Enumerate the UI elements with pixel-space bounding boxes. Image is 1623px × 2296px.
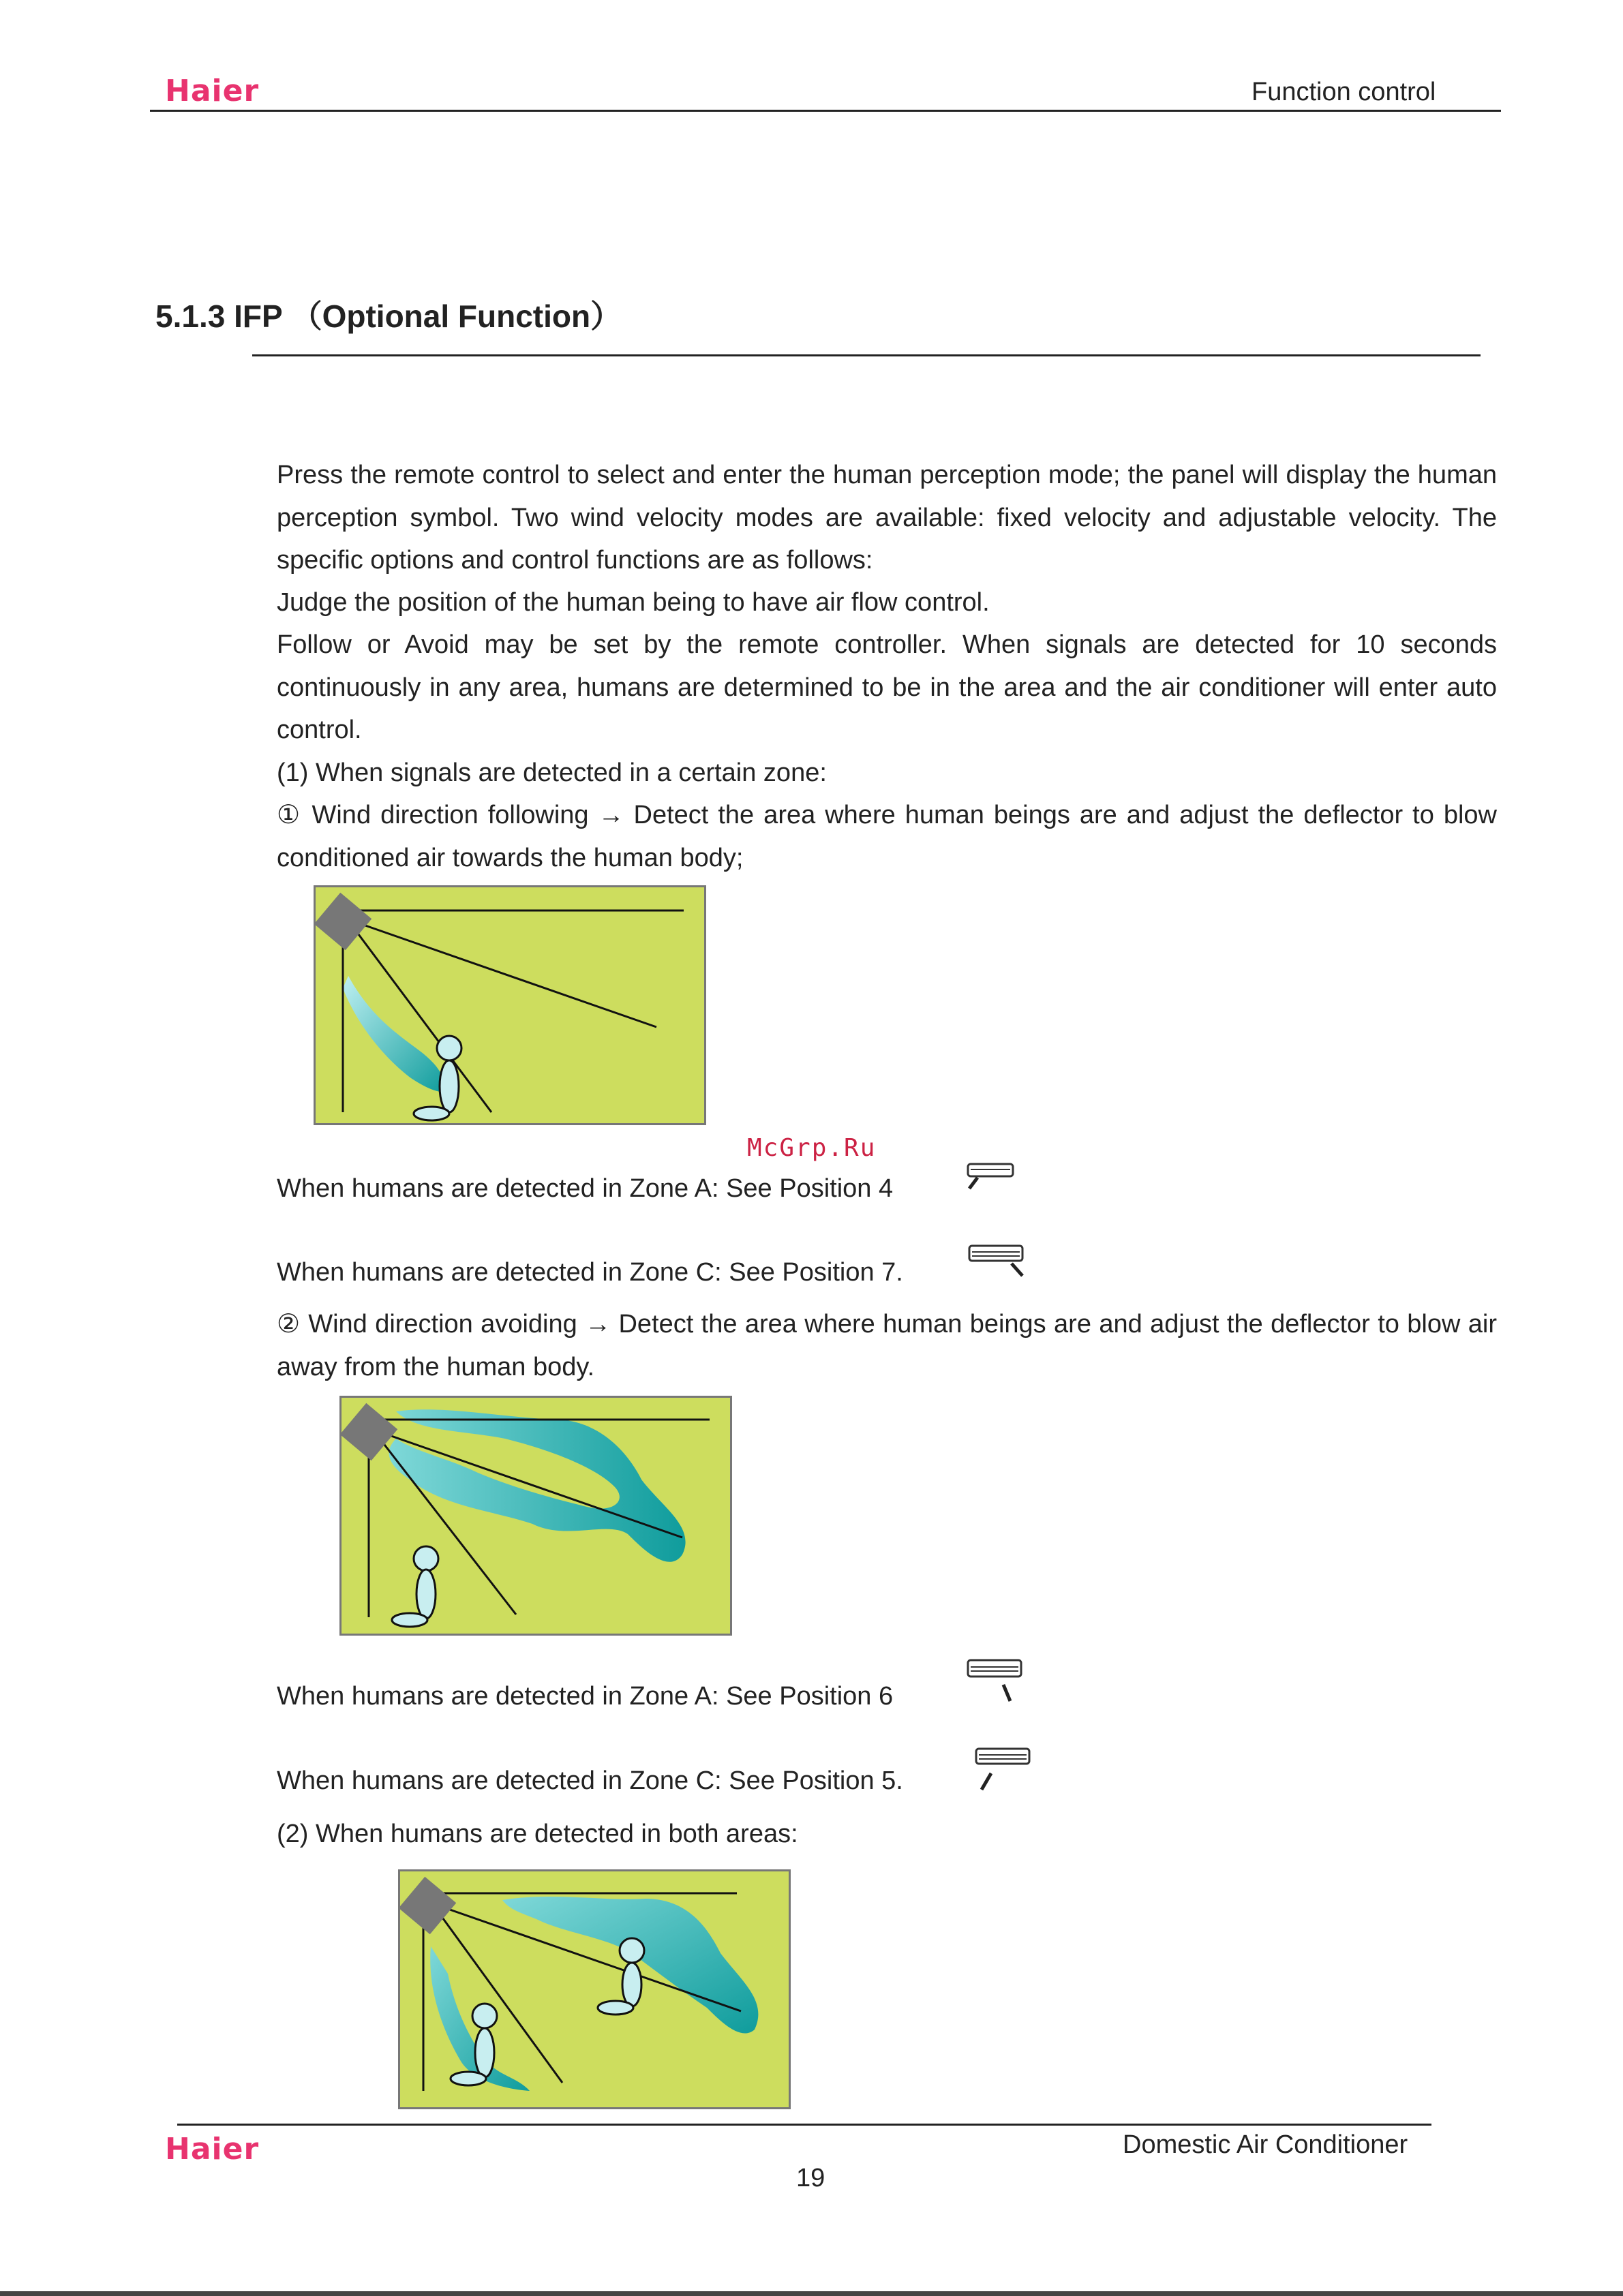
avoiding-paragraph: ② Wind direction avoiding → Detect the area where human beings are and adjust the deflector to blow air away from the human body.	[277, 1310, 1497, 1381]
header-rule	[150, 110, 1501, 112]
footer-logo: Haier	[165, 2132, 260, 2167]
judge-paragraph: Judge the position of the human being to have air flow control.	[277, 588, 990, 617]
figure-wind-following-drawing	[316, 887, 708, 1127]
case1-heading: (1) When signals are detected in a certain zone:	[277, 759, 827, 787]
intro-paragraph: Press the remote control to select and enter the human perception mode; the panel will display the human perception symbol. Two wind velocity modes are available: fixed velocity and adjustable velocity. The specific options and control functions are as follows:	[277, 461, 1497, 575]
avoiding-zone-c-text: When humans are detected in Zone C: See Position 5.	[277, 1766, 903, 1795]
airflow-stream	[389, 1409, 686, 1562]
zone-line-upper	[363, 925, 656, 1027]
section-title: 5.1.3 IFP （Optional Function）	[155, 299, 622, 334]
following-zone-c-text: When humans are detected in Zone C: See Position 7.	[277, 1258, 903, 1287]
page-bottom-edge	[0, 2291, 1623, 2296]
person-figure	[392, 1546, 438, 1627]
avoiding-zone-a-text: When humans are detected in Zone A: See Position 6	[277, 1682, 894, 1711]
figure-both-areas	[398, 1869, 791, 2109]
ac-position-6-icon	[965, 1659, 1027, 1706]
watermark: McGrp.Ru	[747, 1134, 877, 1162]
person-figure-zone-c	[598, 1938, 644, 2015]
figure-wind-avoiding	[339, 1396, 732, 1636]
follow-avoid-paragraph: Follow or Avoid may be set by the remote controller. When signals are detected for 10 seconds continuously in any area, humans are determined to be in the area and the air conditioner will enter auto control.	[277, 630, 1497, 744]
section-title-rule	[252, 354, 1481, 356]
ac-position-4-icon	[967, 1163, 1016, 1194]
header-logo: Haier	[165, 74, 260, 108]
figure-both-areas-drawing	[400, 1871, 793, 2111]
airflow-stream	[343, 976, 446, 1092]
following-paragraph: ① Wind direction following → Detect the area where human beings are and adjust the deflector to blow conditioned air towards the human body;	[277, 801, 1497, 872]
footer-title: Domestic Air Conditioner	[1123, 2130, 1408, 2159]
figure-wind-avoiding-drawing	[342, 1398, 734, 1638]
page-number: 19	[796, 2164, 825, 2192]
figure-wind-following	[314, 885, 706, 1125]
case2-heading: (2) When humans are detected in both areas:	[277, 1820, 798, 1848]
ac-position-7-icon	[967, 1244, 1028, 1283]
ac-position-5-icon	[973, 1747, 1035, 1796]
following-zone-a-text: When humans are detected in Zone A: See Position 4	[277, 1174, 894, 1203]
footer-rule	[177, 2124, 1431, 2126]
header-section-name: Function control	[1252, 78, 1436, 106]
